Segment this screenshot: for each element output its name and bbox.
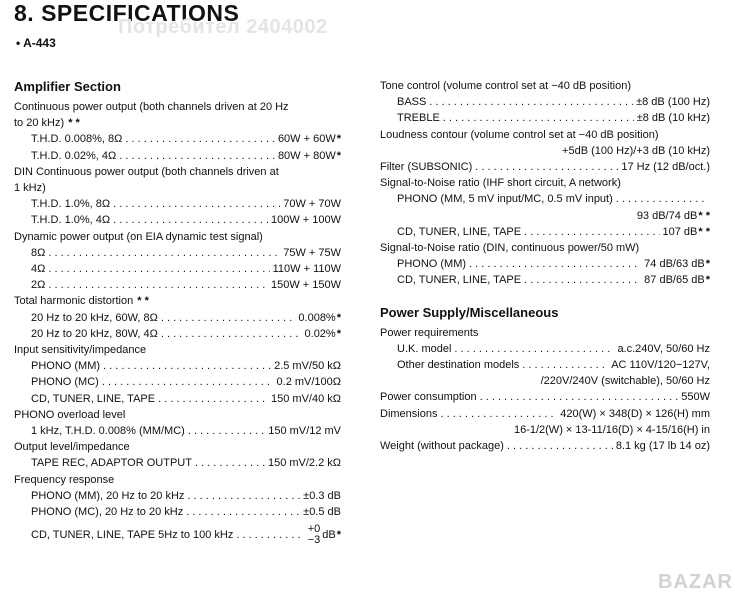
spec-row [380, 341, 710, 357]
spec-row [380, 272, 710, 288]
spec-value: 8.1 kg (17 lb 14 oz) [615, 440, 710, 453]
spec-label: Power consumption [380, 391, 477, 404]
spec-row [14, 423, 341, 439]
spec-label: 1 kHz, T.H.D. 0.008% (MM/MC) [31, 425, 185, 438]
spec-value: +5dB (100 Hz)/+3 dB (10 kHz) [562, 144, 710, 157]
spec-value: 150 mV/40 kΩ [271, 392, 341, 405]
spec-value: 60W + 60W [277, 133, 336, 146]
spec-value: 420(W) × 348(D) × 126(H) mm [560, 407, 710, 420]
spec-row [14, 374, 341, 390]
spec-row [14, 212, 341, 228]
tolerance-plus: +0 [307, 523, 321, 536]
spec-row [380, 438, 710, 454]
spec-row [14, 524, 341, 546]
spec-label: Other destination models [397, 359, 520, 372]
spec-line: DIN Continuous power output (both channels driven at [14, 165, 279, 178]
spec-row [14, 277, 341, 293]
spec-label: TREBLE [397, 112, 440, 125]
spec-row [14, 455, 341, 471]
spec-label: Filter (SUBSONIC) [380, 161, 473, 174]
spec-label: CD, TUNER, LINE, TAPE [397, 274, 522, 287]
spec-value: 93 dB/74 dB [636, 209, 698, 222]
spec-label: PHONO (MM) [397, 258, 467, 271]
spec-value: 110W + 110W [272, 263, 341, 276]
spec-value: ±8 dB (100 Hz) [636, 96, 710, 109]
spec-label: T.H.D. 0.008%, 8Ω [31, 133, 123, 146]
spec-row [14, 261, 341, 277]
footnote-mark: * [336, 311, 341, 324]
spec-value: AC 110V/120−127V, [611, 359, 710, 372]
spec-value: 17 Hz (12 dB/oct.) [621, 161, 710, 174]
spec-value: 0.02% [304, 327, 336, 340]
spec-label: CD, TUNER, LINE, TAPE [397, 225, 522, 238]
spec-row [14, 131, 341, 147]
spec-value [306, 524, 336, 546]
spec-line: Frequency response [14, 473, 115, 486]
footnote-mark: * * [68, 117, 80, 130]
spec-row [380, 224, 710, 240]
spec-line: Dynamic power output (on EIA dynamic test signal) [14, 230, 263, 243]
spec-value: 550W [681, 391, 710, 404]
spec-value: 75W + 75W [283, 246, 341, 259]
spec-row [380, 94, 710, 110]
spec-row [380, 256, 710, 272]
spec-value: 74 dB/63 dB [644, 258, 705, 271]
right-column [380, 78, 710, 454]
spec-value: ±0.3 dB [303, 489, 341, 502]
model-name: A-443 [23, 36, 56, 50]
spec-value: 87 dB/65 dB [644, 274, 705, 287]
footnote-mark: * [336, 149, 341, 162]
spec-value: a.c.240V, 50/60 Hz [617, 342, 710, 355]
spec-label: PHONO (MM) [31, 360, 101, 373]
footnote-mark: * * [698, 225, 710, 238]
spec-value: ±8 dB (10 kHz) [636, 112, 710, 125]
spec-line: PHONO overload level [14, 408, 126, 421]
spec-value: 107 dB [662, 225, 698, 238]
spec-label: PHONO (MM, 5 mV input/MC, 0.5 mV input) [397, 193, 613, 206]
spec-label: PHONO (MM), 20 Hz to 20 kHz [31, 489, 185, 502]
power-heading: Power Supply/Miscellaneous [380, 304, 559, 320]
footnote-mark: * [705, 258, 710, 271]
tolerance-fraction [308, 524, 321, 546]
spec-label: U.K. model [397, 342, 452, 355]
footnote-mark: * [336, 327, 341, 340]
spec-label: BASS [397, 96, 427, 109]
spec-line: Power requirements [380, 326, 479, 339]
spec-row [14, 326, 341, 342]
left-column [14, 78, 341, 546]
spec-text: Total harmonic distortion [14, 295, 134, 308]
spec-row [14, 488, 341, 504]
spec-label: PHONO (MC) [31, 376, 99, 389]
spec-row [14, 391, 341, 407]
spec-row [380, 406, 710, 422]
spec-label: T.H.D. 1.0%, 4Ω [31, 214, 111, 227]
spec-value: 2.5 mV/50 kΩ [274, 360, 341, 373]
spec-value: 0.2 mV/100Ω [276, 376, 341, 389]
spec-row [380, 191, 710, 207]
spec-line: Signal-to-Noise ratio (IHF short circuit, A network) [380, 177, 621, 190]
spec-label: TAPE REC, ADAPTOR OUTPUT [31, 457, 192, 470]
spec-row [14, 245, 341, 261]
spec-value: ±0.5 dB [303, 506, 341, 519]
spec-value: 150 mV/12 mV [268, 425, 341, 438]
spec-label: 20 Hz to 20 kHz, 80W, 4Ω [31, 327, 158, 340]
spec-row [380, 389, 710, 405]
spec-line: Loudness contour (volume control set at −40 dB position) [380, 128, 659, 141]
spec-value: 100W + 100W [270, 214, 341, 227]
spec-label: CD, TUNER, LINE, TAPE 5Hz to 100 kHz [31, 529, 234, 542]
footnote-mark: * [336, 529, 341, 542]
spec-value: 16-1/2(W) × 13-11/16(D) × 4-15/16(H) in [513, 423, 710, 436]
spec-value-row [380, 208, 710, 224]
spec-line [14, 293, 341, 309]
spec-label: T.H.D. 1.0%, 8Ω [31, 198, 111, 211]
spec-value: /220V/240V (switchable), 50/60 Hz [540, 375, 710, 388]
spec-row [14, 196, 341, 212]
spec-value: 150 mV/2.2 kΩ [267, 457, 341, 470]
footnote-mark: * * [137, 295, 149, 308]
spec-value: 70W + 70W [283, 198, 341, 211]
spec-line: Tone control (volume control set at −40 dB position) [380, 80, 631, 92]
spec-label: Weight (without package) [380, 440, 504, 453]
spec-line: Output level/impedance [14, 441, 130, 454]
spec-value: 0.008% [298, 311, 336, 324]
tolerance-minus: −3 [307, 534, 321, 547]
footnote-mark: * [705, 274, 710, 287]
spec-line: Input sensitivity/impedance [14, 344, 147, 357]
spec-text: to 20 kHz) [14, 117, 65, 130]
amplifier-heading: Amplifier Section [14, 79, 121, 94]
spec-line: Continuous power output (both channels driven at 20 Hz [14, 101, 289, 113]
footnote-mark: * * [698, 209, 710, 222]
spec-value: 150W + 150W [270, 279, 341, 292]
spec-label: 8Ω [31, 246, 46, 259]
spec-label: PHONO (MC), 20 Hz to 20 kHz [31, 506, 184, 519]
footnote-mark: * [336, 133, 341, 146]
spec-line [14, 115, 341, 131]
watermark-logo: BAZAR [658, 571, 733, 593]
spec-row [14, 358, 341, 374]
spec-line: Signal-to-Noise ratio (DIN, continuous power/50 mW) [380, 242, 640, 255]
spec-row [380, 357, 710, 373]
spec-label: 20 Hz to 20 kHz, 60W, 8Ω [31, 311, 158, 324]
spec-value: 80W + 80W [277, 149, 336, 162]
watermark-text: Потребител 2404002 [118, 16, 328, 38]
spec-row [380, 110, 710, 126]
spec-label: T.H.D. 0.02%, 4Ω [31, 149, 117, 162]
spec-row [380, 159, 710, 175]
page-title: 8. SPECIFICATIONS [14, 0, 240, 26]
spec-label: 4Ω [31, 263, 46, 276]
tolerance-unit: dB [322, 529, 336, 542]
spec-line: 1 kHz) [14, 182, 46, 195]
spec-row [14, 310, 341, 326]
spec-label: Dimensions [380, 407, 438, 420]
spec-row [14, 148, 341, 164]
spec-label: 2Ω [31, 279, 46, 292]
spec-label: CD, TUNER, LINE, TAPE [31, 392, 156, 405]
model-label: • A-443 [16, 36, 56, 50]
spec-row [14, 504, 341, 520]
